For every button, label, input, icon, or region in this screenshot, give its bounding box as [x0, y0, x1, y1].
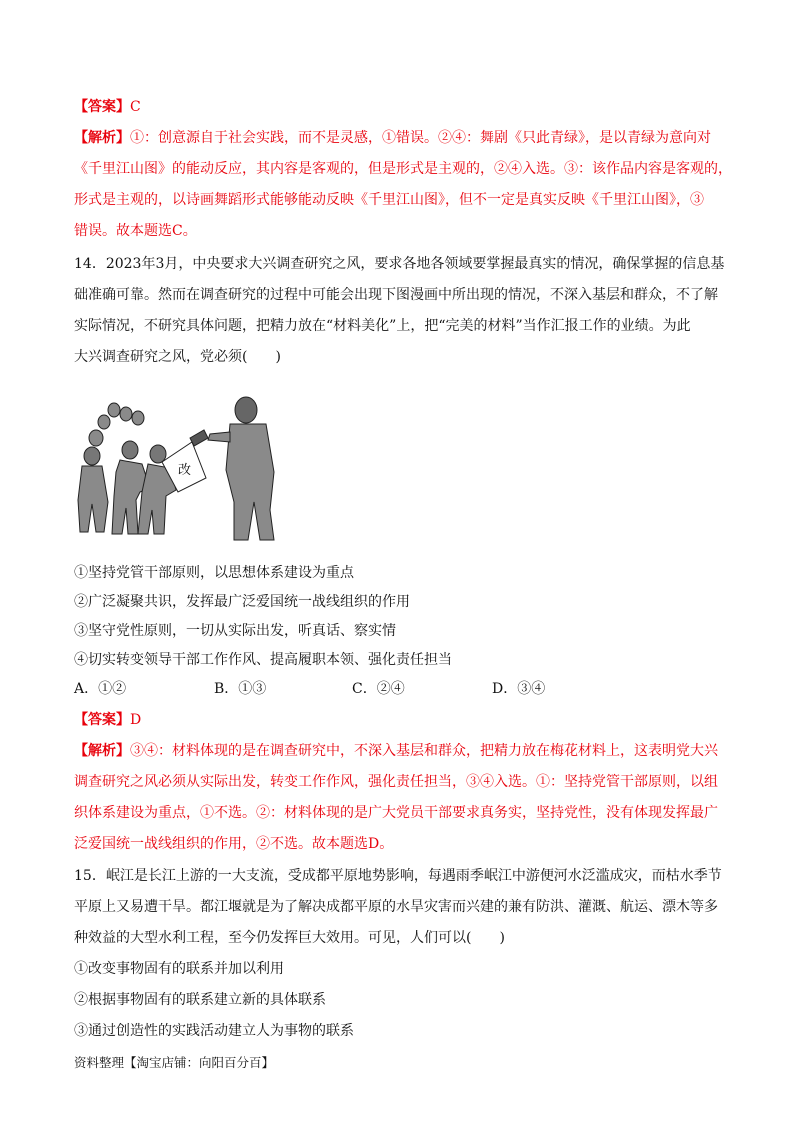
q13-analysis-line-2: 《千里江山图》的能动反应，其内容是客观的，但是形式是主观的，②④入选。③：该作品内容是客观的，	[74, 161, 732, 177]
q14-stem-line-3: 实际情况，不研究具体问题，把精力放在“材料美化”上，把“完美的材料”当作汇报工作的业绩。为此	[74, 318, 691, 334]
option-b: B．①③	[214, 681, 267, 697]
q14-analysis-line-2: 调查研究之风必须从实际出发，转变工作作风，强化责任担当，③④入选。①：坚持党管干部原则，以组	[74, 774, 718, 790]
analysis-tag: 【解析】	[74, 130, 130, 146]
q13-analysis-line-4: 错误。故本题选C。	[74, 223, 197, 239]
q15-stem-line-3: 种效益的大型水利工程，至今仍发挥巨大效用。可见，人们可以( )	[74, 930, 505, 946]
option-a: A．①②	[74, 681, 127, 697]
answer-tag: 【答案】	[74, 712, 130, 728]
q15-statement-3: ③通过创造性的实践活动建立人为事物的联系	[74, 1023, 354, 1039]
answer-tag: 【答案】	[74, 99, 130, 115]
q14-answer	[74, 710, 141, 730]
answer-value: C	[130, 99, 141, 115]
option-d: D．③④	[492, 681, 546, 697]
q13-answer	[74, 97, 141, 117]
q15-statement-2: ②根据事物固有的联系建立新的具体联系	[74, 992, 326, 1008]
q14-statement-1: ①坚持党管干部原则，以思想体系建设为重点	[74, 565, 354, 581]
q13-analysis-line-3: 形式是主观的，以诗画舞蹈形式能够能动反映《千里江山图》，但不一定是真实反映《千里江山图》，③	[74, 192, 704, 208]
q14-analysis-line-3: 织体系建设为重点，①不选。②：材料体现的是广大党员干部要求真务实，坚持党性，没有体现发挥最广	[74, 805, 718, 821]
q14-statement-3: ③坚守党性原则，一切从实际出发，听真话、察实情	[74, 623, 396, 639]
analysis-tag: 【解析】	[74, 743, 130, 759]
q14-statement-2: ②广泛凝聚共识，发挥最广泛爱国统一战线组织的作用	[74, 594, 410, 610]
q14-stem-line-4: 大兴调查研究之风，党必须( )	[74, 349, 281, 365]
q14-statement-4: ④切实转变领导干部工作作风、提高履职本领、强化责任担当	[74, 652, 452, 668]
q15-stem-line-1: 15．岷江是长江上游的一大支流，受成都平原地势影响，每遇雨季岷江中游便河水泛滥成灾，而枯水季节	[74, 868, 722, 884]
page-footer: 资料整理【淘宝店铺：向阳百分百】	[74, 1055, 275, 1070]
q15-statement-1: ①改变事物固有的联系并加以利用	[74, 961, 284, 977]
analysis-text: ①：创意源自于社会实践，而不是灵感，①错误。②④：舞剧《只此青绿》，是以青绿为意向对	[130, 130, 711, 146]
q15-stem-line-2: 平原上又易遭干旱。都江堰就是为了解决成都平原的水旱灾害而兴建的兼有防洪、灌溉、航运、漂木等多	[74, 899, 718, 915]
analysis-text: ③④：材料体现的是在调查研究中，不深入基层和群众，把精力放在梅花材料上，这表明党大兴	[130, 743, 718, 759]
q14-analysis-line-4: 泛爱国统一战线组织的作用，②不选。故本题选D。	[74, 836, 394, 852]
q14-analysis-line-1	[74, 741, 718, 761]
cartoon-label: 改	[178, 463, 192, 478]
answer-value: D	[130, 712, 142, 728]
q14-stem-line-2: 础准确可靠。然而在调查研究的过程中可能会出现下图漫画中所出现的情况，不深入基层和群众，不了解	[74, 287, 718, 303]
option-c: C．②④	[352, 681, 405, 697]
cartoon-illustration	[74, 392, 304, 542]
q13-analysis-line-1	[74, 128, 711, 148]
q14-stem-line-1: 14．2023年3月，中央要求大兴调查研究之风，要求各地各领域要掌握最真实的情况，确保掌握的信息基	[74, 256, 725, 272]
